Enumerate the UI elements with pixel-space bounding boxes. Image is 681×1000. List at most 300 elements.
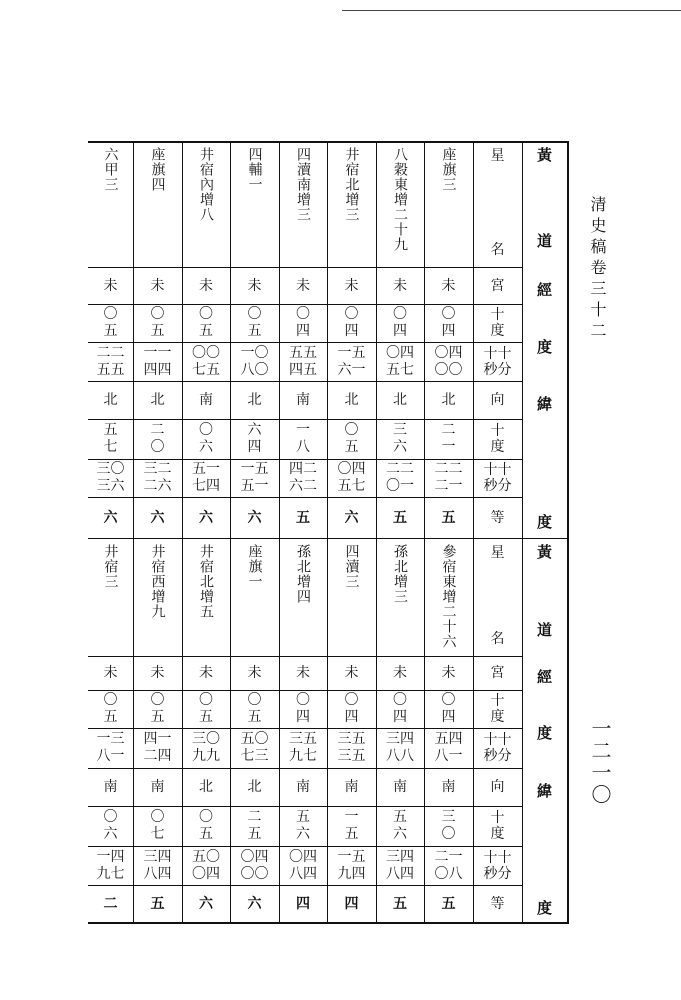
lat-dir-value: 北 xyxy=(247,392,262,408)
lat-deg-cell xyxy=(88,806,133,846)
lat-deg-cell xyxy=(279,419,327,459)
lat-deg-unit: 六 xyxy=(393,826,407,842)
lat-deg-ten: 〇 xyxy=(344,422,359,438)
lon-min-bottom: 七五 xyxy=(192,361,220,378)
star-name-cell xyxy=(279,538,327,656)
lat-dir-value: 北 xyxy=(103,392,118,408)
lon-deg-unit: 五 xyxy=(150,709,165,725)
lon-min-top: 五〇 xyxy=(240,731,269,747)
magnitude-cell xyxy=(327,885,376,922)
lon-deg-ten: 〇 xyxy=(199,306,213,322)
lat-min-cell xyxy=(327,846,376,885)
lon-min-bottom: 六一 xyxy=(337,361,366,378)
lon-min-top: 一一 xyxy=(143,344,172,361)
magnitude-value: 二 xyxy=(103,895,118,912)
palace-cell xyxy=(327,656,376,690)
star-name-cell xyxy=(182,538,230,656)
palace-value: 未 xyxy=(247,665,262,681)
magnitude-cell xyxy=(133,497,182,538)
lat-min-bottom: 二六 xyxy=(143,478,172,494)
palace-value: 未 xyxy=(296,665,310,681)
label-deng xyxy=(473,497,522,538)
lon-deg-ten: 〇 xyxy=(150,692,165,708)
magnitude-cell xyxy=(376,497,424,538)
label-name-bottom-text: 名 xyxy=(490,242,505,258)
label-shidu xyxy=(473,304,522,342)
lon-deg-cell xyxy=(88,690,133,728)
star-name-cell xyxy=(424,141,473,267)
lat-dir-cell xyxy=(376,768,424,806)
label-shidu2 xyxy=(473,419,522,459)
top-rule xyxy=(342,10,681,11)
label-deng xyxy=(473,885,522,922)
lat-min-cell xyxy=(279,846,327,885)
palace-value: 未 xyxy=(441,277,456,294)
table-right-border xyxy=(567,141,569,924)
lat-min-cell xyxy=(327,459,376,497)
label-xiang-text: 向 xyxy=(490,779,505,795)
lat-min-top: 三四 xyxy=(386,848,414,865)
lon-min-cell xyxy=(88,342,133,381)
lat-deg-unit: 五 xyxy=(344,439,359,455)
lon-min-top: 〇四 xyxy=(434,344,463,361)
palace-value: 未 xyxy=(393,665,407,681)
lon-deg-unit: 五 xyxy=(150,323,165,339)
lon-min-cell xyxy=(279,728,327,768)
label-shidu2 xyxy=(473,806,522,846)
lon-min-top: 三五 xyxy=(289,731,317,747)
star-name: 六甲三 xyxy=(102,147,119,192)
lat-deg-ten: 五 xyxy=(103,422,118,438)
magnitude-value: 五 xyxy=(393,895,407,912)
star-name: 井宿三 xyxy=(102,544,119,589)
lat-deg-cell xyxy=(327,419,376,459)
lat-deg-ten: 二 xyxy=(441,422,456,438)
lat-deg-ten: 二 xyxy=(247,809,262,825)
lat-dir-value: 北 xyxy=(441,392,456,408)
star-name-cell xyxy=(133,141,182,267)
label-name-bottom-text: 名 xyxy=(490,631,505,647)
label-xiang xyxy=(473,768,522,806)
star-name-cell xyxy=(88,538,133,656)
palace-value: 未 xyxy=(199,665,213,681)
lon-min-cell xyxy=(327,728,376,768)
palace-cell xyxy=(182,656,230,690)
label-gong-text: 宮 xyxy=(490,665,505,681)
magnitude-cell xyxy=(376,885,424,922)
palace-cell xyxy=(133,267,182,304)
label-shimiao xyxy=(473,728,522,768)
lat-deg-cell xyxy=(376,419,424,459)
label-shidu2-text: 十度 xyxy=(490,423,505,455)
lat-deg-ten: 六 xyxy=(247,422,262,438)
lat-min-cell xyxy=(182,846,230,885)
label-shimiao-text: 十十秒分 xyxy=(483,345,512,378)
lat-min-cell xyxy=(88,459,133,497)
magnitude-value: 六 xyxy=(247,509,262,526)
magnitude-value: 五 xyxy=(296,509,310,526)
label-shimiao2 xyxy=(473,846,522,885)
label-shimiao2-text: 十十秒分 xyxy=(483,849,512,882)
lat-dir-cell xyxy=(88,768,133,806)
star-name: 座旗三 xyxy=(440,147,457,192)
magnitude-value: 四 xyxy=(296,895,310,912)
lat-deg-cell xyxy=(88,419,133,459)
header-jing-text: 經 xyxy=(536,280,552,299)
label-gong xyxy=(473,656,522,690)
lat-deg-ten: 〇 xyxy=(150,809,165,825)
lat-dir-cell xyxy=(88,381,133,419)
lat-min-top: 一四 xyxy=(96,848,125,865)
header-huang xyxy=(522,542,567,562)
header-huang-text: 黃 xyxy=(536,543,552,561)
lon-min-bottom: 四五 xyxy=(289,361,317,378)
lon-deg-ten: 〇 xyxy=(344,306,359,322)
label-name-top-text: 星 xyxy=(490,545,505,561)
lon-deg-unit: 四 xyxy=(344,709,359,725)
header-jing xyxy=(522,271,567,308)
lon-min-top: 四一 xyxy=(143,731,172,747)
lat-dir-value: 北 xyxy=(247,779,262,795)
lon-min-top: 〇〇 xyxy=(192,344,220,361)
lat-dir-cell xyxy=(182,768,230,806)
lon-min-cell xyxy=(182,342,230,381)
star-name: 四輔一 xyxy=(246,147,263,192)
lat-deg-ten: 〇 xyxy=(199,809,213,825)
lat-min-cell xyxy=(182,459,230,497)
lon-min-top: 五五 xyxy=(289,344,317,361)
lat-min-top: 三四 xyxy=(143,848,172,865)
lon-min-bottom: 七三 xyxy=(240,748,269,764)
lat-min-cell xyxy=(230,846,279,885)
magnitude-cell xyxy=(327,497,376,538)
lon-min-cell xyxy=(279,342,327,381)
lat-deg-ten: 〇 xyxy=(199,422,213,438)
lon-deg-unit: 四 xyxy=(441,709,456,725)
palace-value: 未 xyxy=(441,665,456,681)
lat-dir-cell xyxy=(133,768,182,806)
lat-deg-unit: 七 xyxy=(103,439,118,455)
lat-min-cell xyxy=(376,459,424,497)
lon-min-cell xyxy=(182,728,230,768)
side-title: 清史稿卷三十二 xyxy=(588,196,607,343)
lon-deg-ten: 〇 xyxy=(441,692,456,708)
star-name: 井宿北增三 xyxy=(343,147,360,222)
lat-dir-cell xyxy=(327,768,376,806)
lat-deg-unit: 六 xyxy=(103,826,118,842)
lat-dir-value: 北 xyxy=(393,392,407,408)
lat-min-bottom: 〇〇 xyxy=(240,865,269,882)
lon-min-bottom: 八一 xyxy=(96,748,125,764)
lat-min-bottom: 五七 xyxy=(337,478,366,494)
lat-deg-cell xyxy=(424,419,473,459)
lon-min-top: 三四 xyxy=(386,731,414,747)
lon-deg-unit: 五 xyxy=(103,709,118,725)
label-name-bottom xyxy=(473,237,522,263)
lat-min-top: 〇四 xyxy=(240,848,269,865)
lon-min-bottom: 〇〇 xyxy=(434,361,463,378)
lat-deg-cell xyxy=(230,806,279,846)
palace-value: 未 xyxy=(296,277,310,294)
header-du-text: 度 xyxy=(536,724,552,742)
header-du2-text: 度 xyxy=(536,512,552,531)
palace-value: 未 xyxy=(150,277,165,294)
label-shimiao xyxy=(473,342,522,381)
lon-min-top: 一五 xyxy=(337,344,366,361)
star-name: 井宿北增五 xyxy=(198,544,214,619)
lat-deg-cell xyxy=(182,806,230,846)
magnitude-value: 六 xyxy=(199,509,213,526)
palace-value: 未 xyxy=(199,277,213,294)
lon-min-top: 五四 xyxy=(434,731,463,747)
palace-value: 未 xyxy=(344,665,359,681)
label-shidu xyxy=(473,690,522,728)
star-name: 座旗一 xyxy=(246,544,263,589)
magnitude-cell xyxy=(182,497,230,538)
lat-deg-ten: 五 xyxy=(393,809,407,825)
lon-deg-unit: 四 xyxy=(296,709,310,725)
header-du2 xyxy=(522,501,567,542)
lat-min-bottom: 〇四 xyxy=(192,865,220,882)
label-deng-text: 等 xyxy=(490,509,505,526)
lat-dir-cell xyxy=(424,768,473,806)
lat-min-bottom: 八四 xyxy=(143,865,172,882)
lat-min-bottom: 二一 xyxy=(434,478,463,494)
lon-min-cell xyxy=(230,342,279,381)
lat-dir-value: 南 xyxy=(344,779,359,795)
lat-min-cell xyxy=(279,459,327,497)
label-shidu2-text: 十度 xyxy=(490,810,505,842)
lat-deg-ten: 五 xyxy=(296,809,310,825)
label-shimiao2-text: 十十秒分 xyxy=(483,462,512,494)
lon-deg-cell xyxy=(279,690,327,728)
star-name: 井宿西增九 xyxy=(149,544,166,619)
star-name-cell xyxy=(279,141,327,267)
table-bottom-border xyxy=(88,922,568,924)
star-name-cell xyxy=(230,538,279,656)
lat-min-top: 二一 xyxy=(434,848,463,865)
magnitude-cell xyxy=(182,885,230,922)
header-du-text: 度 xyxy=(536,337,552,356)
palace-cell xyxy=(424,656,473,690)
lon-deg-cell xyxy=(376,304,424,342)
lon-min-top: 二二 xyxy=(96,344,125,361)
magnitude-value: 五 xyxy=(150,895,165,912)
lat-dir-cell xyxy=(376,381,424,419)
lat-min-top: 〇四 xyxy=(337,461,366,477)
lat-deg-ten: 一 xyxy=(296,422,310,438)
magnitude-value: 六 xyxy=(199,895,213,912)
lon-deg-unit: 四 xyxy=(393,709,407,725)
magnitude-cell xyxy=(88,497,133,538)
header-dao xyxy=(522,231,567,251)
lon-deg-unit: 四 xyxy=(344,323,359,339)
lon-deg-cell xyxy=(327,304,376,342)
lat-deg-cell xyxy=(230,419,279,459)
lon-deg-ten: 〇 xyxy=(441,306,456,322)
header-huang xyxy=(522,145,567,165)
lon-min-cell xyxy=(424,342,473,381)
header-huang-text: 黃 xyxy=(536,146,552,164)
lat-min-bottom: 〇一 xyxy=(386,478,414,494)
label-name-bottom xyxy=(473,626,522,652)
palace-cell xyxy=(88,656,133,690)
lon-deg-ten: 〇 xyxy=(199,692,213,708)
lon-min-cell xyxy=(133,342,182,381)
lat-dir-cell xyxy=(279,381,327,419)
lon-deg-unit: 四 xyxy=(296,323,310,339)
star-name: 孫北增三 xyxy=(392,544,408,604)
lat-min-top: 〇四 xyxy=(289,848,317,865)
lat-deg-cell xyxy=(424,806,473,846)
label-shimiao2 xyxy=(473,459,522,497)
lon-min-bottom: 五五 xyxy=(96,361,125,378)
lon-deg-unit: 四 xyxy=(393,323,407,339)
label-xiang xyxy=(473,381,522,419)
page-number: 一二一〇 xyxy=(588,718,612,806)
lat-deg-ten: 〇 xyxy=(103,809,118,825)
lat-dir-value: 北 xyxy=(150,392,165,408)
header-du2 xyxy=(522,889,567,926)
star-name-cell xyxy=(327,141,376,267)
lon-deg-ten: 〇 xyxy=(247,306,262,322)
lon-deg-ten: 〇 xyxy=(296,692,310,708)
lon-min-cell xyxy=(88,728,133,768)
lat-min-cell xyxy=(376,846,424,885)
lon-deg-ten: 〇 xyxy=(393,692,407,708)
magnitude-value: 六 xyxy=(247,895,262,912)
lon-min-bottom: 四四 xyxy=(143,361,172,378)
lon-deg-cell xyxy=(88,304,133,342)
lon-deg-unit: 五 xyxy=(103,323,118,339)
lat-min-bottom: 六二 xyxy=(289,478,317,494)
lat-deg-unit: 六 xyxy=(296,826,310,842)
lon-deg-ten: 〇 xyxy=(247,692,262,708)
lat-min-top: 一五 xyxy=(337,848,366,865)
lat-deg-unit: 〇 xyxy=(441,826,456,842)
header-wei-text: 緯 xyxy=(536,782,552,800)
magnitude-value: 六 xyxy=(103,509,118,526)
lat-dir-cell xyxy=(230,768,279,806)
lat-min-bottom: 九四 xyxy=(337,865,366,882)
lon-deg-ten: 〇 xyxy=(103,692,118,708)
lon-min-top: 〇四 xyxy=(386,344,414,361)
lon-min-bottom: 八一 xyxy=(434,748,463,764)
star-name: 參宿東增二十六 xyxy=(440,544,457,649)
lat-deg-cell xyxy=(133,419,182,459)
lon-deg-ten: 〇 xyxy=(103,306,118,322)
lon-min-cell xyxy=(376,728,424,768)
lat-deg-unit: 一 xyxy=(441,439,456,455)
label-shidu-text: 十度 xyxy=(490,693,505,725)
lon-deg-unit: 五 xyxy=(199,323,213,339)
header-dao-text: 道 xyxy=(536,232,552,250)
lat-min-cell xyxy=(88,846,133,885)
lon-deg-cell xyxy=(182,304,230,342)
lat-deg-ten: 二 xyxy=(150,422,165,438)
lat-min-cell xyxy=(133,459,182,497)
lat-dir-value: 南 xyxy=(199,392,213,408)
lon-deg-ten: 〇 xyxy=(344,692,359,708)
label-name-top xyxy=(473,538,522,568)
lon-deg-cell xyxy=(327,690,376,728)
header-jing xyxy=(522,660,567,694)
label-name-top xyxy=(473,141,522,171)
lat-min-top: 四二 xyxy=(289,461,317,477)
lat-min-cell xyxy=(424,846,473,885)
header-wei xyxy=(522,385,567,423)
palace-value: 未 xyxy=(150,665,165,681)
lat-deg-cell xyxy=(133,806,182,846)
magnitude-value: 五 xyxy=(393,509,407,526)
lon-deg-ten: 〇 xyxy=(296,306,310,322)
palace-cell xyxy=(230,267,279,304)
magnitude-cell xyxy=(230,885,279,922)
lat-dir-cell xyxy=(424,381,473,419)
lon-min-cell xyxy=(376,342,424,381)
lat-deg-ten: 三 xyxy=(441,809,456,825)
header-dao xyxy=(522,620,567,640)
lon-min-bottom: 二四 xyxy=(143,748,172,764)
lat-deg-unit: 四 xyxy=(247,439,262,455)
lon-deg-unit: 五 xyxy=(199,709,213,725)
lon-deg-cell xyxy=(424,304,473,342)
lon-min-top: 一〇 xyxy=(240,344,269,361)
lon-deg-cell xyxy=(230,690,279,728)
lon-deg-cell xyxy=(230,304,279,342)
magnitude-cell xyxy=(279,497,327,538)
lat-min-top: 三〇 xyxy=(96,461,125,477)
magnitude-cell xyxy=(424,497,473,538)
star-name: 井宿內增八 xyxy=(198,147,214,222)
lat-deg-unit: 六 xyxy=(393,439,407,455)
star-name: 八穀東增二十九 xyxy=(392,147,408,252)
lat-deg-ten: 一 xyxy=(344,809,359,825)
header-du xyxy=(522,723,567,743)
lon-min-cell xyxy=(133,728,182,768)
magnitude-value: 五 xyxy=(441,895,456,912)
lon-min-bottom: 八八 xyxy=(386,748,414,764)
lon-deg-cell xyxy=(279,304,327,342)
lat-dir-value: 南 xyxy=(296,392,310,408)
label-gong xyxy=(473,267,522,304)
lat-dir-cell xyxy=(182,381,230,419)
magnitude-cell xyxy=(279,885,327,922)
palace-cell xyxy=(424,267,473,304)
lat-deg-unit: 五 xyxy=(199,826,213,842)
lat-dir-cell xyxy=(133,381,182,419)
lat-dir-value: 南 xyxy=(296,779,310,795)
lat-dir-value: 北 xyxy=(199,779,213,795)
lat-deg-unit: 五 xyxy=(247,826,262,842)
star-name-cell xyxy=(133,538,182,656)
star-name-cell xyxy=(88,141,133,267)
palace-value: 未 xyxy=(247,277,262,294)
lon-min-cell xyxy=(327,342,376,381)
magnitude-cell xyxy=(424,885,473,922)
label-name-top-text: 星 xyxy=(490,148,505,164)
lat-min-top: 三二 xyxy=(143,461,172,477)
magnitude-value: 五 xyxy=(441,509,456,526)
magnitude-value: 四 xyxy=(344,895,359,912)
magnitude-value: 六 xyxy=(344,509,359,526)
lon-deg-cell xyxy=(133,690,182,728)
star-name-cell xyxy=(230,141,279,267)
lon-deg-unit: 四 xyxy=(441,323,456,339)
lat-dir-cell xyxy=(230,381,279,419)
palace-value: 未 xyxy=(103,665,118,681)
star-name: 座旗四 xyxy=(149,147,166,192)
